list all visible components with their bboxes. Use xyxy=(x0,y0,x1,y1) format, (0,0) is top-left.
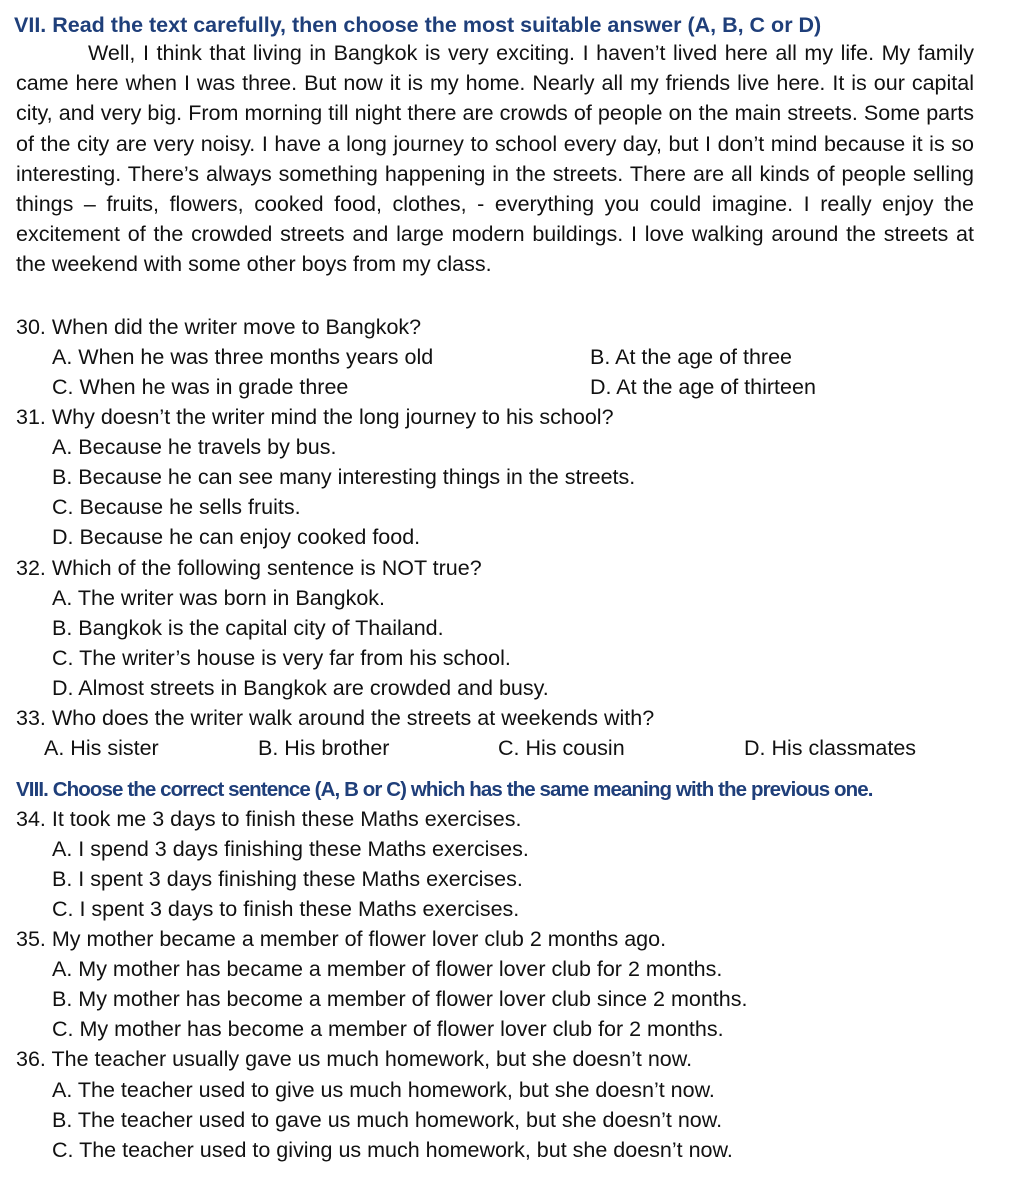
question-34: 34. It took me 3 days to finish these Maths exercises. xyxy=(16,807,522,831)
q31-option-b: B. Because he can see many interesting things in the streets. xyxy=(52,465,636,489)
q35-option-c: C. My mother has become a member of flower lover club for 2 months. xyxy=(52,1017,724,1041)
q31-option-d: D. Because he can enjoy cooked food. xyxy=(52,525,421,549)
q34-option-b: B. I spent 3 days finishing these Maths exercises. xyxy=(52,867,523,891)
question-30: 30. When did the writer move to Bangkok? xyxy=(16,315,422,339)
q30-option-d: D. At the age of thirteen xyxy=(590,375,816,399)
q31-option-c: C. Because he sells fruits. xyxy=(52,495,301,519)
q35-option-b: B. My mother has become a member of flower lover club since 2 months. xyxy=(52,987,748,1011)
q31-option-a: A. Because he travels by bus. xyxy=(52,435,337,459)
q30-option-a: A. When he was three months years old xyxy=(52,345,434,369)
q32-option-d: D. Almost streets in Bangkok are crowded and busy. xyxy=(52,676,549,700)
q33-option-d: D. His classmates xyxy=(744,736,917,760)
q30-option-b: B. At the age of three xyxy=(590,345,793,369)
section-7-heading: VII. Read the text carefully, then choose the most suitable answer (A, B, C or D) xyxy=(14,13,822,37)
question-33: 33. Who does the writer walk around the streets at weekends with? xyxy=(16,706,655,730)
q36-option-a: A. The teacher used to give us much homework, but she doesn’t now. xyxy=(52,1078,715,1102)
q30-option-c: C. When he was in grade three xyxy=(52,375,349,399)
question-31: 31. Why doesn’t the writer mind the long journey to his school? xyxy=(16,405,614,429)
q32-option-a: A. The writer was born in Bangkok. xyxy=(52,586,386,610)
q36-option-b: B. The teacher used to gave us much homework, but she doesn’t now. xyxy=(52,1108,723,1132)
section-8-heading: VIII. Choose the correct sentence (A, B or C) which has the same meaning with the previous one. xyxy=(16,778,873,801)
question-32: 32. Which of the following sentence is NOT true? xyxy=(16,556,482,580)
question-35: 35. My mother became a member of flower lover club 2 months ago. xyxy=(16,927,667,951)
q36-option-c: C. The teacher used to giving us much homework, but she doesn’t now. xyxy=(52,1138,733,1162)
question-36: 36. The teacher usually gave us much homework, but she doesn’t now. xyxy=(16,1047,693,1071)
q33-option-a: A. His sister xyxy=(44,736,159,760)
q34-option-a: A. I spend 3 days finishing these Maths exercises. xyxy=(52,837,529,861)
q35-option-a: A. My mother has became a member of flower lover club for 2 months. xyxy=(52,957,723,981)
q33-option-c: C. His cousin xyxy=(498,736,625,760)
q33-option-b: B. His brother xyxy=(258,736,390,760)
q32-option-c: C. The writer’s house is very far from his school. xyxy=(52,646,511,670)
q32-option-b: B. Bangkok is the capital city of Thailand. xyxy=(52,616,444,640)
q34-option-c: C. I spent 3 days to finish these Maths exercises. xyxy=(52,897,520,921)
reading-passage: Well, I think that living in Bangkok is very exciting. I haven’t lived here all my life. My family came here when I was three. But now it is my home. Nearly all my friends live here. It is our capital city, and very big. From morning till night there are crowds of people on the main streets. Some parts of the city are very noisy. I have a long journey to school every day, but I don’t mind because it is so interesting. There’s always something happening in the streets. There are all kinds of people selling things – fruits, flowers, cooked food, clothes, - everything you could imagine. I really enjoy the excitement of the crowded streets and large modern buildings. I love walking around the streets at the weekend with some other boys from my class. xyxy=(16,41,974,277)
